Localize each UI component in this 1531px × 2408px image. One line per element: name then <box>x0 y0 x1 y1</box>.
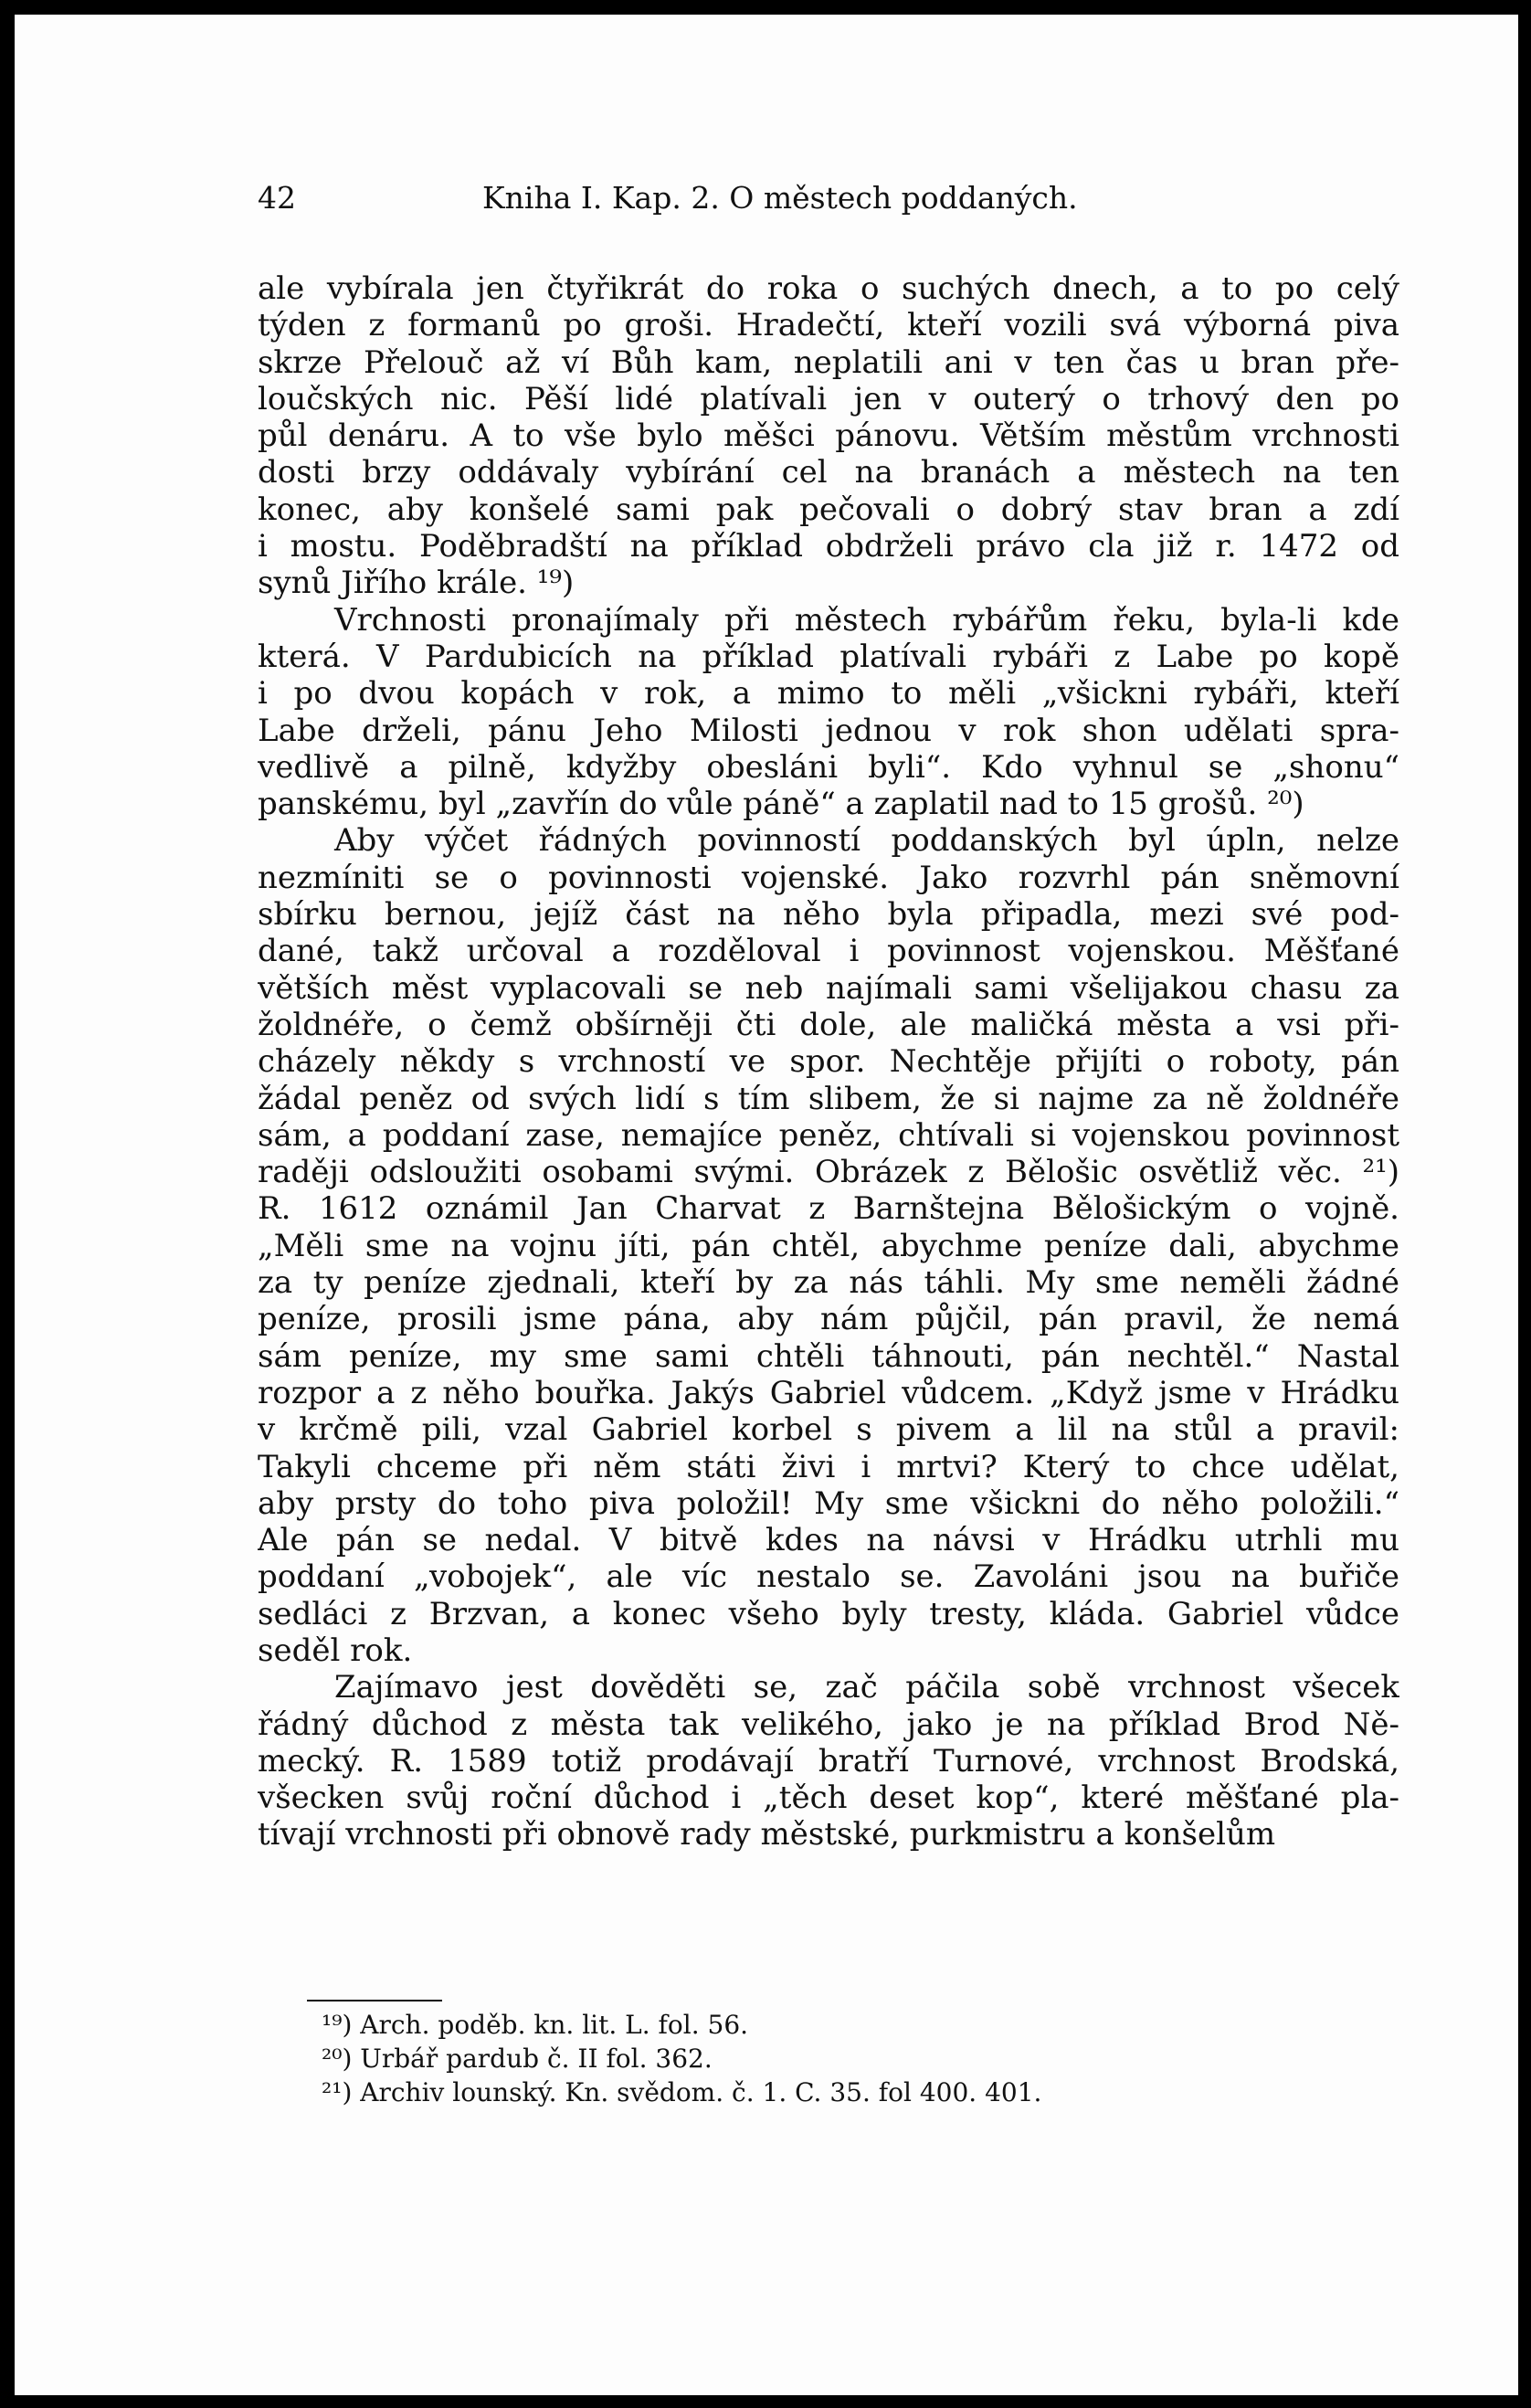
running-head: Kniha I. Kap. 2. O městech poddaných. <box>482 180 1078 216</box>
footnote-divider <box>307 2000 442 2001</box>
paragraph <box>258 1669 1399 1853</box>
text-line: mecký. R. 1589 totiž prodávají bratří Turnové, vrchnost Brodská, <box>258 1742 1399 1780</box>
footnote: ²⁰) Urbář pardub č. II fol. 362. <box>322 2044 713 2074</box>
text-line: dosti brzy oddávaly vybírání cel na branách a městech na ten <box>258 454 1399 491</box>
body-text <box>258 270 1399 1854</box>
text-line: Zajímavo jest dověděti se, zač páčila sobě vrchnost všecek <box>334 1669 1399 1706</box>
text-line: peníze, prosili jsme pána, aby nám půjčil, pán pravil, že nemá <box>258 1301 1399 1338</box>
text-line: žoldnéře, o čemž obšírněji čti dole, ale maličká města a vsi při- <box>258 1006 1399 1043</box>
paragraph <box>258 822 1399 1669</box>
text-line: žádal peněz od svých lidí s tím slibem, že si najme za ně žoldnéře <box>258 1080 1399 1117</box>
text-line: nezmíniti se o povinnosti vojenské. Jako rozvrhl pán sněmovní <box>258 859 1399 896</box>
footnotes <box>322 2008 1326 2109</box>
text-line: Takyli chceme při něm státi živi i mrtvi? Který to chce udělat, <box>258 1448 1399 1485</box>
text-line: všecken svůj roční důchod i „těch deset kop“, které měšťané pla- <box>258 1780 1399 1817</box>
text-line: „Měli sme na vojnu jíti, pán chtěl, abychme peníze dali, abychme <box>258 1227 1399 1264</box>
text-line: která. V Pardubicích na příklad platívali rybáři z Labe po kopě <box>258 638 1399 675</box>
text-line: sbírku bernou, jejíž část na něho byla připadla, mezi své pod- <box>258 896 1399 934</box>
text-line: sám, a poddaní zase, nemajíce peněz, chtívali si vojenskou povinnost <box>258 1116 1399 1154</box>
text-line: týden z formanů po groši. Hradečtí, kteří vozili svá výborná piva <box>258 307 1399 344</box>
text-line: synů Jiřího krále. ¹⁹) <box>258 565 575 602</box>
footnote: ²¹) Archiv lounský. Kn. svědom. č. 1. C. 35. fol 400. 401. <box>322 2077 1042 2107</box>
text-line: panskému, byl „zavřín do vůle páně“ a zaplatil nad to 15 grošů. ²⁰) <box>258 786 1304 823</box>
text-line: za ty peníze zjednali, kteří by za nás táhli. My sme neměli žádné <box>258 1264 1399 1302</box>
text-line: sám peníze, my sme sami chtěli táhnouti, pán nechtěl.“ Nastal <box>258 1337 1399 1375</box>
text-line: aby prsty do toho piva položil! My sme všickni do něho položili.“ <box>258 1484 1399 1522</box>
text-line: konec, aby konšelé sami pak pečovali o dobrý stav bran a zdí <box>258 491 1399 528</box>
text-line: raději odsloužiti osobami svými. Obrázek z Bělošic osvětliž věc. ²¹) <box>258 1154 1399 1191</box>
text-line: loučských nic. Pěší lidé platívali jen v outerý o trhový den po <box>258 380 1399 417</box>
text-line: řádný důchod z města tak velikého, jako je na příklad Brod Ně- <box>258 1706 1399 1743</box>
text-line: R. 1612 oznámil Jan Charvat z Barnštejna Bělošickým o vojně. <box>258 1190 1399 1228</box>
text-line: i po dvou kopách v rok, a mimo to měli „všickni rybáři, kteří <box>258 675 1399 713</box>
text-line: vedlivě a pilně, kdyžby obesláni byli“. Kdo vyhnul se „shonu“ <box>258 748 1399 786</box>
text-line: poddaní „vobojek“, ale víc nestalo se. Zavoláni jsou na buřiče <box>258 1558 1399 1596</box>
text-line: Aby výčet řádných povinností poddanských byl úpln, nelze <box>334 822 1399 860</box>
paragraph <box>258 602 1399 823</box>
text-line: seděl rok. <box>258 1632 413 1669</box>
text-line: rozpor a z něho bouřka. Jakýs Gabriel vůdcem. „Když jsme v Hrádku <box>258 1374 1399 1411</box>
text-line: větších měst vyplacovali se neb najímali sami všelijakou chasu za <box>258 969 1399 1007</box>
text-line: v krčmě pili, vzal Gabriel korbel s pivem a lil na stůl a pravil: <box>258 1411 1399 1449</box>
page-number: 42 <box>258 180 296 216</box>
text-line: i mostu. Poděbradští na příklad obdrželi právo cla již r. 1472 od <box>258 528 1399 565</box>
text-line: ale vybírala jen čtyřikrát do roka o suchých dnech, a to po celý <box>258 270 1399 307</box>
footnote: ¹⁹) Arch. poděb. kn. lit. L. fol. 56. <box>322 2010 749 2040</box>
text-line: tívají vrchnosti při obnově rady městské, purkmistru a konšelům <box>258 1816 1276 1854</box>
paragraph <box>258 270 1399 602</box>
page-header <box>258 175 1399 221</box>
text-line: Vrchnosti pronajímaly při městech rybářům řeku, byla-li kde <box>334 601 1399 639</box>
text-line: skrze Přelouč až ví Bůh kam, neplatili ani v ten čas u bran pře- <box>258 343 1399 381</box>
text-line: Ale pán se nedal. V bitvě kdes na návsi v Hrádku utrhli mu <box>258 1522 1399 1559</box>
text-line: dané, takž určoval a rozděloval i povinnost vojenskou. Měšťané <box>258 933 1399 970</box>
text-line: cházely někdy s vrchností ve spor. Nechtěje přijíti o roboty, pán <box>258 1043 1399 1081</box>
text-line: Labe drželi, pánu Jeho Milosti jednou v rok shon udělati spra- <box>258 712 1399 749</box>
book-page <box>15 15 1518 2395</box>
text-line: sedláci z Brzvan, a konec všeho byly tresty, kláda. Gabriel vůdce <box>258 1595 1399 1632</box>
text-line: půl denáru. A to vše bylo měšci pánovu. Větším městům vrchnosti <box>258 417 1399 455</box>
